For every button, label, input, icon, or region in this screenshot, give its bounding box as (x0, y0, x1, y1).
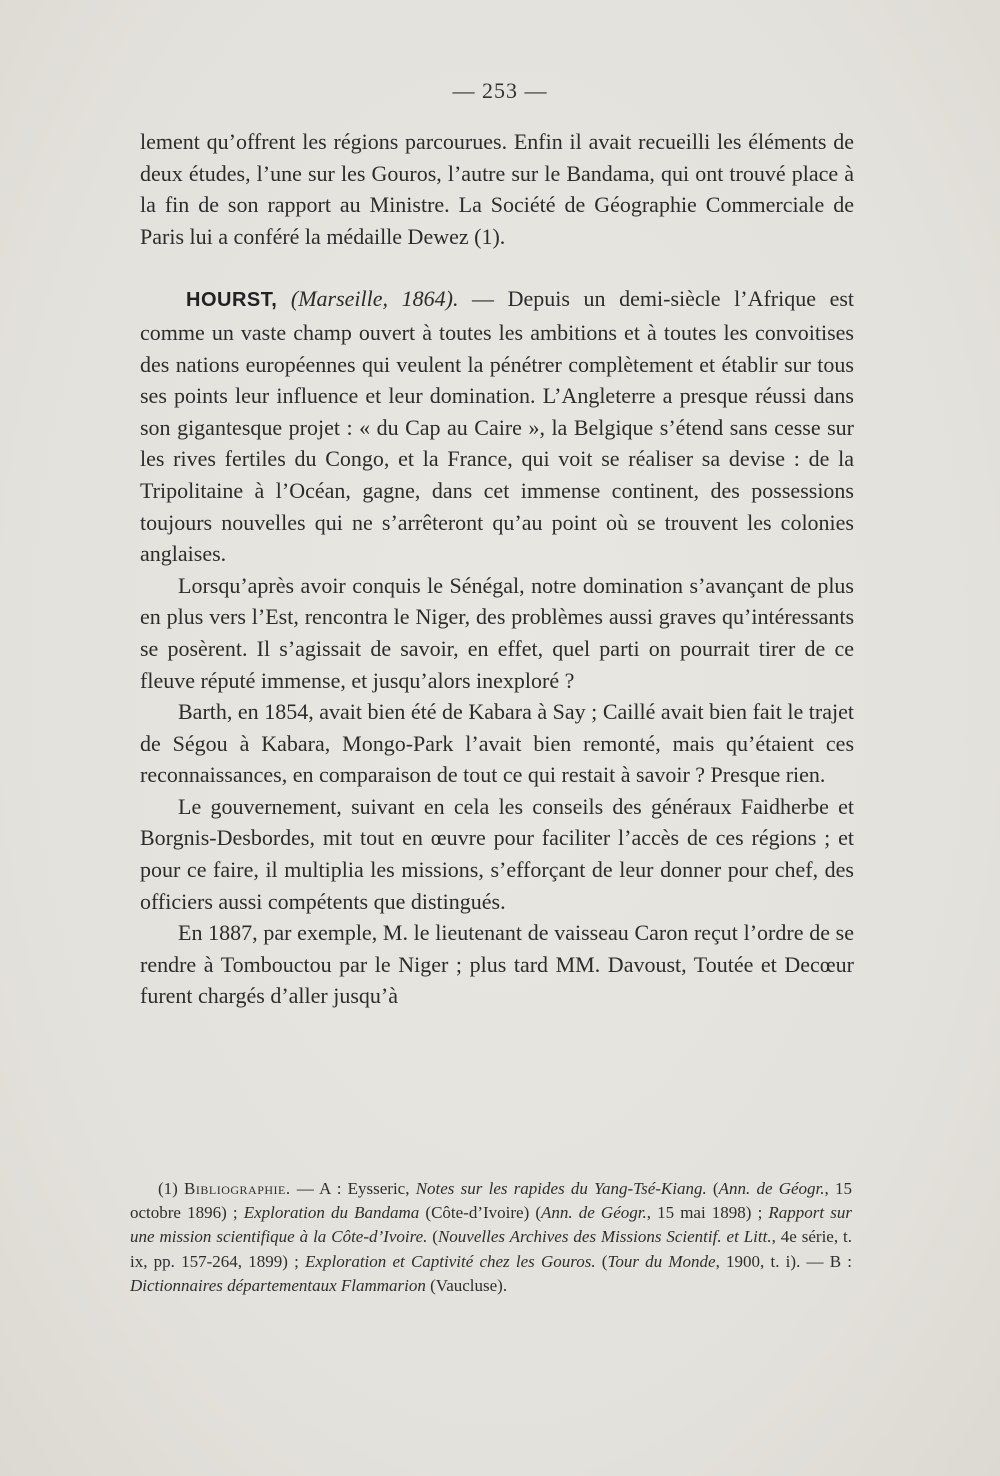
footnote-segment: Tour du Monde (607, 1251, 716, 1271)
footnote-segment: Exploration et Captivité chez les Gouros. (305, 1251, 596, 1271)
footnote-segment: ( (595, 1251, 608, 1271)
entry-origin: (Marseille, 1864). (290, 286, 459, 312)
footnote-segment: ( (706, 1179, 719, 1198)
footnote-segment: Nouvelles Archives des Missions Scientif. et Litt. (437, 1227, 772, 1247)
paragraph: En 1887, par exemple, M. le lieutenant de vaisseau Caron reçut l’ordre de se rendre à Tombouctou par le Niger ; plus tard MM. Davoust, Toutée et Decœur furent chargés d’aller jusqu’à (140, 920, 854, 1009)
footnote-segment: (Vaucluse). (425, 1275, 508, 1295)
paragraph: Lorsqu’après avoir conquis le Sénégal, notre domination s’avançant de plus en plus vers l’Est, rencontra le Niger, des problèmes aussi graves qu’intéressants se posèrent. Il s’agissait de savoir, en effet, quel parti on pourrait tirer de ce fleuve réputé immense, et jusqu’alors inexploré ? (140, 572, 854, 693)
footnote-segment: , 15 octobre 1896) ; (130, 1179, 852, 1223)
footnote-segment: ( (427, 1227, 438, 1247)
entry-paragraph (140, 283, 854, 569)
footnote-segment: , 15 mai 1898) ; (646, 1203, 769, 1223)
footnote-segment: Ann. de Géogr. (541, 1203, 647, 1223)
footnote-segment: , 4e série, t. ix, pp. 157-264, 1899) ; (130, 1227, 853, 1271)
main-text (140, 126, 854, 1012)
footnote-segment: , 1900, t. i). — B : (715, 1251, 852, 1271)
footnote-segment: Ann. de Géogr. (718, 1179, 825, 1198)
footnote (130, 1177, 852, 1298)
footnote-segment: — A : Eysseric, (290, 1179, 416, 1198)
footnote-heading: Bibliographie. (184, 1179, 291, 1198)
paragraph: Barth, en 1854, avait bien été de Kabara à Say ; Caillé avait bien fait le trajet de Ségou à Kabara, Mongo-Park l’avait bien remonté, mais qu’étaient ces reconnaissances, en comparaison de tout ce qui restait à savoir ? Presque rien. (140, 699, 854, 788)
footnote-segment: Rapport sur une mission scientifique à la Côte-d’Ivoire. (130, 1203, 852, 1247)
paragraph: lement qu’offrent les régions parcourues. Enfin il avait recueilli les éléments de deux études, l’une sur les Gouros, l’autre sur le Bandama, qui ont trouvé place à la fin de son rapport au Ministre. La Société de Géographie Commerciale de Paris lui a conféré la médaille Dewez (1). (140, 129, 854, 249)
paragraph: Le gouvernement, suivant en cela les conseils des généraux Faidherbe et Borgnis-Desbordes, mit tout en œuvre pour faciliter l’accès de ces régions ; et pour ce faire, il multiplia les missions, s’efforçant de leur donner pour chef, des officiers aussi compétents que distingués. (140, 793, 854, 914)
footnote-segment: Dictionnaires départementaux Flammarion (130, 1275, 426, 1295)
footnote-segment: Notes sur les rapides du Yang-Tsé-Kiang. (415, 1179, 707, 1198)
entry-name: HOURST, (186, 289, 278, 312)
entry-text: — Depuis un demi-siècle l’Afrique est comme un vaste champ ouvert à toutes les ambitions et à toutes les convoitises des nations européennes qui veulent la pénétrer complètement et établir sur tous ses points leur influence et leur domination. L’Angleterre a presque réussi dans son gigantesque projet : « du Cap au Caire », la Belgique s’étend sans cesse sur les rives fertiles du Congo, et la France, qui voit se réaliser sa devise : de la Tripolitaine à l’Océan, gagne, dans cet immense continent, des possessions toujours nouvelles qui ne s’arrêteront qu’au point où se trouvent les colonies anglaises. (140, 286, 855, 567)
footnote-text (130, 1177, 852, 1298)
page-number: — 253 — (452, 78, 548, 103)
footnote-segment: Exploration du Bandama (243, 1203, 420, 1223)
footnote-segment: (Côte-d’Ivoire) ( (419, 1203, 542, 1223)
footnote-marker: (1) (158, 1179, 178, 1198)
